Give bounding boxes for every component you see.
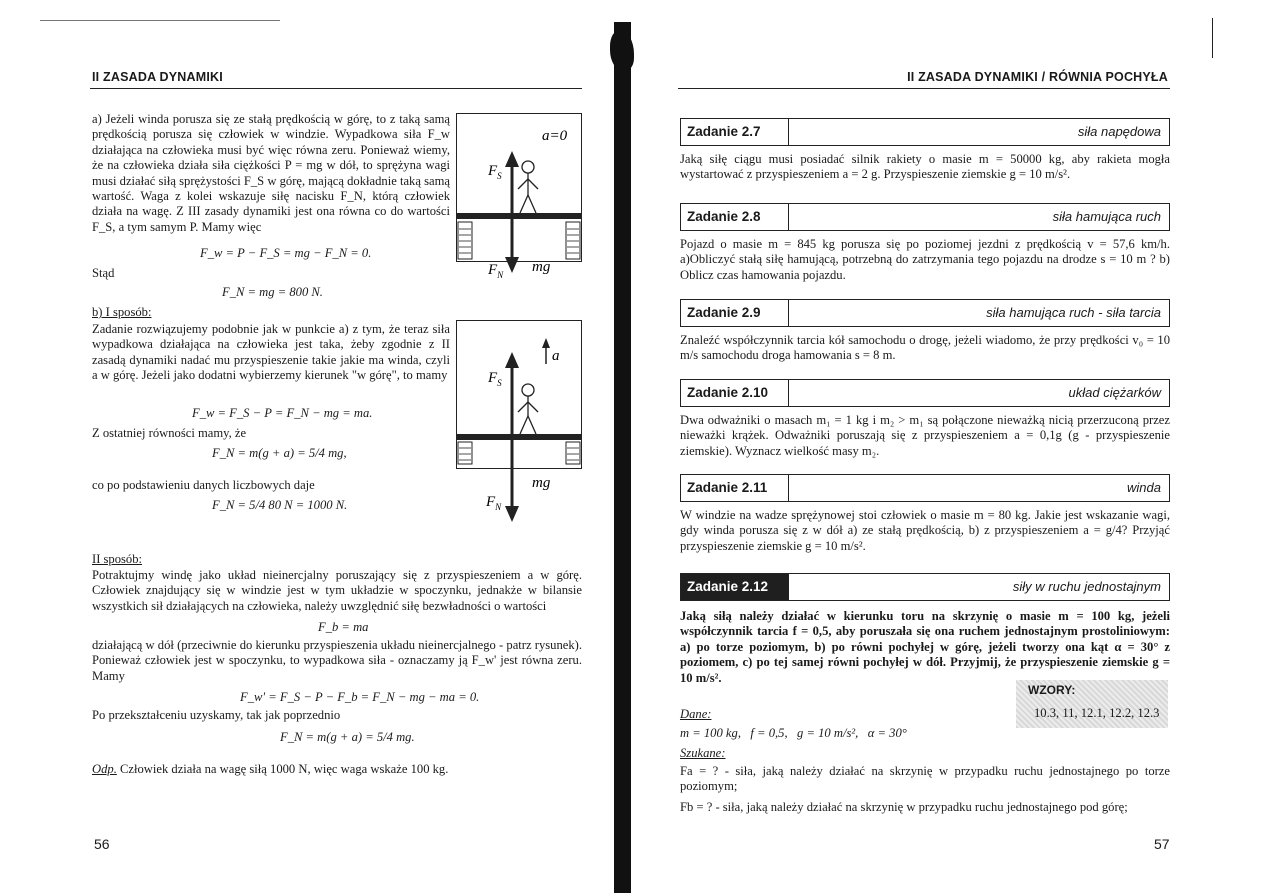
eq-3: F_w = F_S − P = F_N − mg = ma. xyxy=(192,406,373,420)
fs-arrowhead xyxy=(505,352,519,368)
po-przeksztalceniu: Po przekształceniu uzyskamy, tak jak poprzednio xyxy=(92,708,341,722)
person-body xyxy=(518,173,538,213)
answer-label: Odp. xyxy=(92,762,117,776)
right-header: II ZASADA DYNAMIKI / RÓWNIA POCHYŁA xyxy=(907,70,1168,84)
ii-label: II sposób: xyxy=(92,552,143,566)
spring-coils xyxy=(459,229,579,253)
left-page-number: 56 xyxy=(94,836,110,852)
task-2-8-title: siła hamująca ruch xyxy=(1052,209,1161,224)
task-2-12-text: Jaką siłą należy działać w kierunku toru na skrzynię o masie m = 100 kg, jeżeli współczynnik tarcia f = 0,5, aby poruszała się ona ruchem jednostajnym prostoliniowym: a) po torze poziomym, b) po równi pochyłej w górę, jeżeli tworzy ona kąt α = 30° z poziomem, c) po tej samej równi pochyłej w dół. Przyjmij, że przyspieszenie ziemskie g = 10 m/s². xyxy=(680,609,1170,685)
task-2-7-header xyxy=(680,118,1170,146)
right-header-rule xyxy=(678,88,1170,89)
eq-6: F_b = ma xyxy=(318,620,369,634)
given-values: m = 100 kg, f = 0,5, g = 10 m/s², α = 30° xyxy=(680,726,907,740)
eq-8: F_N = m(g + a) = 5/4 mg. xyxy=(280,730,415,744)
stad-label: Stąd xyxy=(92,266,115,280)
figure-b-drawing xyxy=(456,320,596,530)
formulas-values: 10.3, 11, 12.1, 12.2, 12.3 xyxy=(1034,706,1160,720)
answer xyxy=(92,762,448,777)
fig1-fn: $F_N$ xyxy=(488,262,504,280)
scale-platform xyxy=(456,434,582,440)
task-2-11-text: W windzie na wadze sprężynowej stoi człowiek o masie m = 80 kg. Jakie jest wskazanie wagi, gdy winda porusza się z w dół a) ze stałą prędkością, b) z przyspieszeniem a = g/4? Przyjąć przyspieszenie ziemskie g = 10 m/s². xyxy=(680,508,1170,553)
scale-platform xyxy=(456,213,582,219)
eq-5: F_N = 5/4 80 N = 1000 N. xyxy=(212,498,348,512)
left-header-rule xyxy=(90,88,582,89)
task-2-10-title: układ ciężarków xyxy=(1068,385,1161,400)
task-2-8-text: Pojazd o masie m = 845 kg porusza się po poziomej jezdni z prędkością v = 57,6 km/h. a)Obliczyć stałą siłę hamującą, potrzebną do zatrzymania tego pojazdu na drodze s = 10 m ? b) Oblicz czas hamowania pojazdu. xyxy=(680,237,1170,282)
task-2-9-number: Zadanie 2.9 xyxy=(681,300,789,326)
para-b: Zadanie rozwiązujemy podobnie jak w punkcie a) z tym, że teraz siła wypadkowa działająca na człowieka jest taka, żeby zgodnie z II zasadą dynamiki nadać mu przyspieszenie takie jakie ma winda, czyli a w górę. Jeżeli jako dodatni wybierzemy kierunek "w górę", to mamy xyxy=(92,322,450,383)
task-2-7-title: siła napędowa xyxy=(1077,124,1161,139)
task-2-10-text: Dwa odważniki o masach m₁ = 1 kg i m₂ > m₁ są połączone nieważką nicią przerzuconą przez nieważki krążek. Odważniki poruszają się z przyspieszeniem a = 0,1g (g - przyspieszenie ziemskie). Wyznacz wielkość masy m₂. xyxy=(680,413,1170,458)
task-2-12-title: siły w ruchu jednostajnym xyxy=(1012,579,1161,594)
task-2-7-text: Jaką siłę ciągu musi posiadać silnik rakiety o masie m = 50000 kg, aby rakieta mogła wystartować z przyspieszeniem a = 2 g. Przyspieszenie ziemskie g = 10 m/s². xyxy=(680,152,1170,182)
left-header: II ZASADA DYNAMIKI xyxy=(92,70,223,84)
task-2-12-header xyxy=(680,573,1170,601)
answer-text: Człowiek działa na wagę siłą 1000 N, więc waga wskaże 100 kg. xyxy=(120,762,449,776)
eq-1: F_w = P − F_S = mg − F_N = 0. xyxy=(200,246,372,260)
fig2-mg: mg xyxy=(532,475,551,491)
task-2-10-number: Zadanie 2.10 xyxy=(681,380,789,406)
formulas-box xyxy=(1016,680,1168,728)
right-page-number: 57 xyxy=(1154,836,1170,852)
person-body xyxy=(518,396,538,434)
person-head xyxy=(522,384,534,396)
fig1-fs: $F_S$ xyxy=(488,163,502,181)
fig1-a-label: a=0 xyxy=(542,128,568,144)
task-2-12-number: Zadanie 2.12 xyxy=(681,574,789,600)
unknowns-label: Szukane: xyxy=(680,746,726,760)
para-ii-2: działającą w dół (przeciwnie do kierunku przyspieszenia układu nieinercjalnego - patrz rysunek). Ponieważ człowiek jest w spoczynku, to wypadkowa siła - oznaczamy ją F_w' jest równa zeru. Mamy xyxy=(92,638,582,683)
z-ostatniej: Z ostatniej równości mamy, że xyxy=(92,426,247,440)
accel-arrowhead xyxy=(542,338,550,348)
task-2-10-header xyxy=(680,379,1170,407)
co-po: co po podstawieniu danych liczbowych daje xyxy=(92,478,315,492)
fig1-mg: mg xyxy=(532,259,551,275)
spring-left xyxy=(458,442,472,464)
task-2-7-number: Zadanie 2.7 xyxy=(681,119,789,145)
unknown-1: Fa = ? - siła, jaką należy działać na skrzynię w przypadku ruchu jednostajnego po torze poziomym; xyxy=(680,764,1170,794)
spring-right xyxy=(566,222,580,259)
fig2-fs: $F_S$ xyxy=(488,370,502,388)
fig2-fn: $F_N$ xyxy=(486,494,502,512)
eq-7: F_w' = F_S − P − F_b = F_N − mg − ma = 0. xyxy=(240,690,480,704)
fs-arrowhead xyxy=(505,151,519,167)
para-ii-1: Potraktujmy windę jako układ nieinercjalny poruszający się z przyspieszeniem a w górę. Człowiek znajdujący się w windzie jest w tym układzie w spoczynku, jednakże w bilansie wszystkich sił działających na człowieka, należy uwzględnić siłę bezwładności o wartości xyxy=(92,568,582,613)
task-2-11-number: Zadanie 2.11 xyxy=(681,475,789,501)
book-spine xyxy=(614,22,631,893)
page-edge xyxy=(1212,18,1213,58)
formulas-label: WZORY: xyxy=(1028,683,1076,697)
spring-left xyxy=(458,222,472,259)
eq-4: F_N = m(g + a) = 5/4 mg, xyxy=(212,446,347,460)
left-page xyxy=(0,0,610,893)
task-2-8-number: Zadanie 2.8 xyxy=(681,204,789,230)
unknown-2: Fb = ? - siła, jaką należy działać na skrzynię w przypadku ruchu jednostajnego pod górę; xyxy=(680,800,1128,814)
para-a: a) Jeżeli winda porusza się ze stałą prędkością w górę, to z taką samą prędkością porusza się człowiek w windzie. Wypadkowa siła F_w działająca na człowieka musi być więc równa zeru. Ponieważ wiemy, że na człowieka działa siła ciężkości P = mg w dół, to sprężyna wagi musi działać siłą sprężystości F_S w górę, mającą dokładnie taką samą wartość. Waga z kolei wskazuje siłę nacisku F_N, którą człowiek działa na wagę. Z III zasady dynamiki jest ona równa co do wartości F_S, a tym samym P. Mamy więc xyxy=(92,112,450,234)
given-label: Dane: xyxy=(680,707,712,721)
task-2-8-header xyxy=(680,203,1170,231)
task-2-11-header xyxy=(680,474,1170,502)
figure-a-drawing xyxy=(456,113,596,288)
task-2-9-text: Znaleźć współczynnik tarcia kół samochodu o drogę, jeżeli wiadomo, że przy prędkości v₀ = 10 m/s samochodu droga hamowania s = 8 m. xyxy=(680,333,1170,363)
eq-2: F_N = mg = 800 N. xyxy=(222,285,323,299)
spring-right xyxy=(566,442,580,464)
b-label: b) I sposób: xyxy=(92,305,152,319)
spring-coils xyxy=(459,448,579,460)
fig2-a-label: a xyxy=(552,348,560,364)
mg-arrowhead xyxy=(505,257,519,273)
task-2-9-header xyxy=(680,299,1170,327)
mg-arrowhead xyxy=(505,506,519,522)
task-2-11-title: winda xyxy=(1127,480,1161,495)
person-head xyxy=(522,161,534,173)
task-2-9-title: siła hamująca ruch - siła tarcia xyxy=(986,305,1161,320)
